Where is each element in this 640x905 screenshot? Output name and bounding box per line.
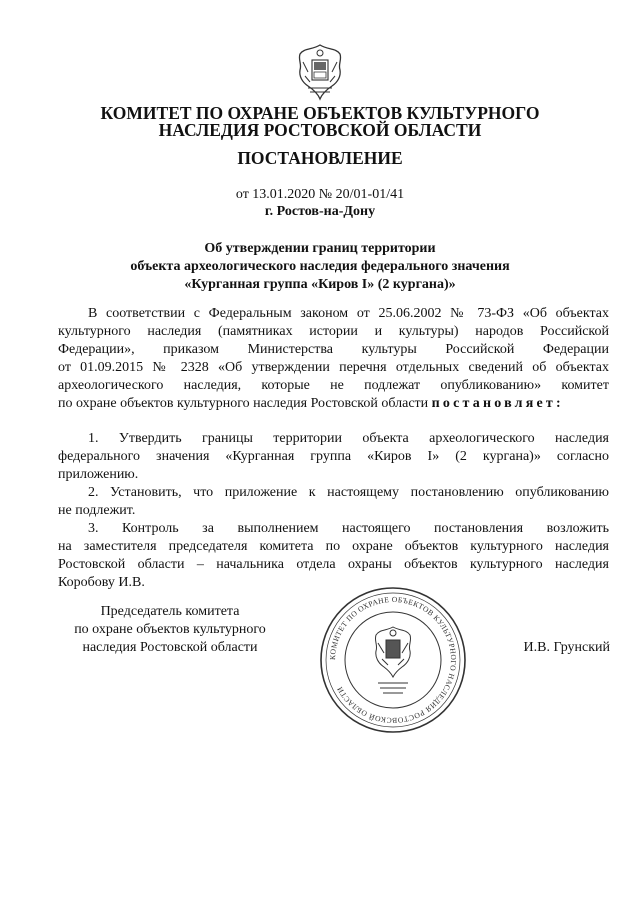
coat-of-arms-icon [292,42,348,102]
seal-coat-of-arms [375,627,410,693]
item-2-line: 2. Установить, что приложение к настоящему постановлению опубликованию [88,485,609,500]
org-name-line-2: НАСЛЕДИЯ РОСТОВСКОЙ ОБЛАСТИ [158,120,482,140]
item-3-line: 3. Контроль за выполнением настоящего постановления возложить [88,521,609,536]
org-name-line-1: КОМИТЕТ ПО ОХРАНЕ ОБЪЕКТОВ КУЛЬТУРНОГО [100,103,540,123]
preamble-line: от 01.09.2015 № 2328 «Об утверждении перечня отдельных сведений об объектах [58,360,609,375]
preamble-line: Федерации», приказом Министерства культуры Российской Федерации [58,342,609,357]
seal-ring-text: КОМИТЕТ ПО ОХРАНЕ ОБЪЕКТОВ КУЛЬТУРНОГО НАСЛЕДИЯ РОСТОВСКОЙ ОБЛАСТИ [327,594,459,726]
resolution-word: постановляет: [431,396,564,411]
signatory-title-line-1: Председатель комитета [100,604,240,619]
date-and-number: от 13.01.2020 № 20/01-01/41 [235,187,405,202]
preamble-line: В соответствии с Федеральным законом от 25.06.2002 № 73-ФЗ «Об объектах [88,306,609,321]
preamble-line: культурного наследия (памятниках истории и культуры) народов Российской [58,324,609,339]
item-1-line: приложению. [58,467,139,482]
preamble-line: археологического наследия, которые не подлежат опубликованию» комитет [58,378,609,393]
subject-line-2: объекта археологического наследия федерального значения [130,259,510,274]
preamble-line [58,396,609,412]
item-1-line: 1. Утвердить границы территории объекта археологического наследия [88,431,609,446]
document-type: ПОСТАНОВЛЕНИЕ [237,148,403,168]
subject-line-3: «Курганная группа «Киров I» (2 кургана)» [184,277,456,292]
signatory-title-line-2: по охране объектов культурного [74,622,266,637]
subject-line-1: Об утверждении границ территории [204,241,436,256]
item-3-line: на заместителя председателя комитета по охране объектов культурного наследия [58,539,609,554]
item-1-line: федерального значения «Курганная группа «Киров I» (2 кургана)» согласно [58,449,609,464]
item-3-line: Ростовской области – начальника отдела охраны объектов культурного наследия [58,557,609,572]
signatory-title-line-3: наследия Ростовской области [82,640,258,655]
city: г. Ростов-на-Дону [264,204,376,219]
official-seal-icon [318,585,468,735]
item-3-line: Коробову И.В. [58,575,145,590]
item-2-line: не подлежит. [58,503,136,518]
svg-text:КОМИТЕТ ПО ОХРАНЕ ОБЪЕКТОВ КУЛ [328,595,458,725]
preamble-text: по охране объектов культурного наследия Ростовской области [58,396,432,411]
signatory-name: И.В. Грунский [523,640,610,655]
